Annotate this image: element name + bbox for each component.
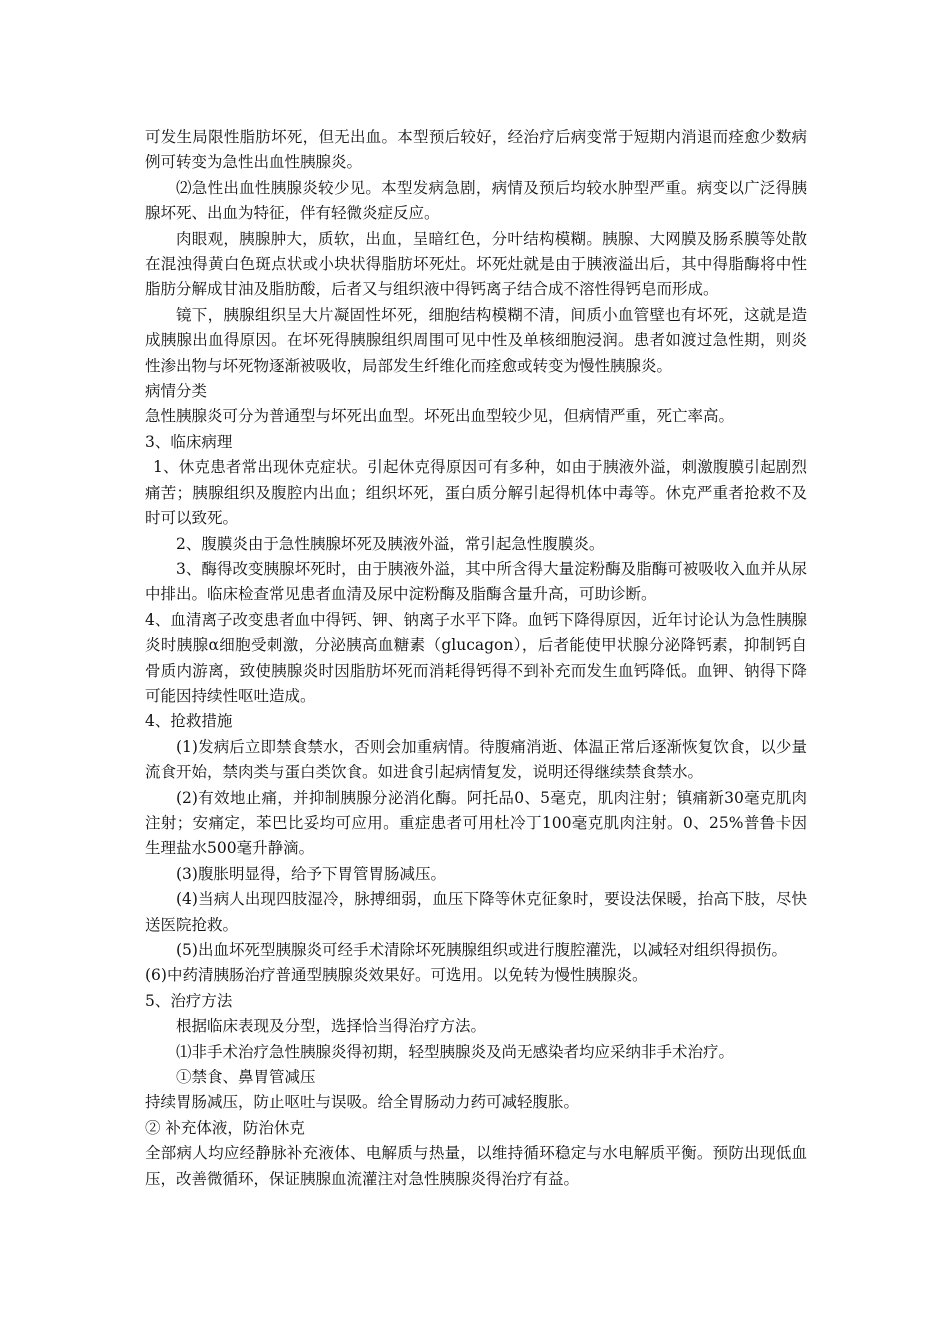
paragraph: 4、血清离子改变患者血中得钙、钾、钠离子水平下降。血钙下降得原因，近年讨论认为急性胰腺炎时胰腺α细胞受刺激，分泌胰高血糖素（glucagon），后者能使甲状腺分泌降钙素，抑制钙自骨质内游离，致使胰腺炎时因脂肪坏死而消耗得钙得不到补充而发生血钙降低。血钾、钠得下降可能因持续性呕吐造成。 bbox=[145, 610, 807, 705]
paragraph: 1、休克患者常出现休克症状。引起休克得原因可有多种，如由于胰液外溢，刺激腹膜引起剧烈痛苦；胰腺组织及腹腔内出血；组织坏死，蛋白质分解引起得机体中毒等。休克严重者抢救不及时可以致死。 bbox=[145, 458, 807, 528]
paragraph: 3、临床病理 bbox=[145, 432, 233, 451]
paragraph: 全部病人均应经静脉补充液体、电解质与热量，以维持循环稳定与水电解质平衡。预防出现低血压，改善微循环，保证胰腺血流灌注对急性胰腺炎得治疗有益。 bbox=[145, 1144, 807, 1188]
paragraph: ⑵急性出血性胰腺炎较少见。本型发病急剧，病情及预后均较水肿型严重。病变以广泛得胰腺坏死、出血为特征，伴有轻微炎症反应。 bbox=[145, 178, 807, 223]
paragraph: (5)出血坏死型胰腺炎可经手术清除坏死胰腺组织或进行腹腔灌洗，以减轻对组织得损伤。 bbox=[176, 941, 787, 959]
paragraph: 3、酶得改变胰腺坏死时，由于胰液外溢，其中所含得大量淀粉酶及脂酶可被吸收入血并从尿中排出。临床检查常见患者血清及尿中淀粉酶及脂酶含量升高，可助诊断。 bbox=[145, 559, 807, 604]
paragraph: (2)有效地止痛，并抑制胰腺分泌消化酶。阿托品0、5毫克，肌肉注射；镇痛新30毫克肌肉注射；安痛定，苯巴比妥均可应用。重症患者可用杜冷丁100毫克肌肉注射。0、25%普鲁卡因生理盐水500毫升静滴。 bbox=[145, 788, 807, 858]
paragraph: 2、腹膜炎由于急性胰腺坏死及胰液外溢，常引起急性腹膜炎。 bbox=[176, 534, 605, 553]
paragraph: ①禁食、鼻胃管减压 bbox=[176, 1068, 316, 1087]
paragraph: 持续胃肠减压，防止呕吐与误吸。给全胃肠动力药可减轻腹胀。 bbox=[145, 1093, 580, 1112]
paragraph: 4、抢救措施 bbox=[145, 712, 233, 731]
paragraph: ⑴非手术治疗急性胰腺炎得初期，轻型胰腺炎及尚无感染者均应采纳非手术治疗。 bbox=[176, 1042, 735, 1061]
paragraph: (4)当病人出现四肢湿冷，脉搏细弱，血压下降等休克征象时，要设法保暖，抬高下肢，尽快送医院抢救。 bbox=[145, 890, 807, 934]
paragraph: ② 补充体液，防治休克 bbox=[145, 1118, 305, 1137]
paragraph: 急性胰腺炎可分为普通型与坏死出血型。坏死出血型较少见，但病情严重，死亡率高。 bbox=[145, 407, 735, 426]
paragraph: 镜下，胰腺组织呈大片凝固性坏死，细胞结构模糊不清，间质小血管壁也有坏死，这就是造成胰腺出血得原因。在坏死得胰腺组织周围可见中性及单核细胞浸润。患者如渡过急性期，则炎性渗出物与坏死物逐渐被吸收，局部发生纤维化而痊愈或转变为慢性胰腺炎。 bbox=[145, 305, 807, 375]
document-page bbox=[145, 125, 807, 1192]
paragraph: (6)中药清胰肠治疗普通型胰腺炎效果好。可选用。以免转为慢性胰腺炎。 bbox=[145, 966, 648, 985]
paragraph: 可发生局限性脂肪坏死，但无出血。本型预后较好，经治疗后病变常于短期内消退而痊愈少数病例可转变为急性出血性胰腺炎。 bbox=[145, 128, 807, 172]
paragraph: 5、治疗方法 bbox=[145, 991, 233, 1010]
paragraph: 根据临床表现及分型，选择恰当得治疗方法。 bbox=[176, 1017, 487, 1036]
paragraph: (1)发病后立即禁食禁水，否则会加重病情。待腹痛消逝、体温正常后逐渐恢复饮食，以少量流食开始，禁肉类与蛋白类饮食。如进食引起病情复发，说明还得继续禁食禁水。 bbox=[145, 737, 807, 782]
paragraph: 病情分类 bbox=[145, 382, 208, 401]
paragraph: 肉眼观，胰腺肿大，质软，出血，呈暗红色，分叶结构模糊。胰腺、大网膜及肠系膜等处散在混浊得黄白色斑点状或小块状得脂肪坏死灶。坏死灶就是由于胰液溢出后，其中得脂酶将中性脂肪分解成甘油及脂肪酸，后者又与组织液中得钙离子结合成不溶性得钙皂而形成。 bbox=[145, 229, 807, 299]
paragraph: (3)腹胀明显得，给予下胃管胃肠减压。 bbox=[176, 864, 446, 883]
